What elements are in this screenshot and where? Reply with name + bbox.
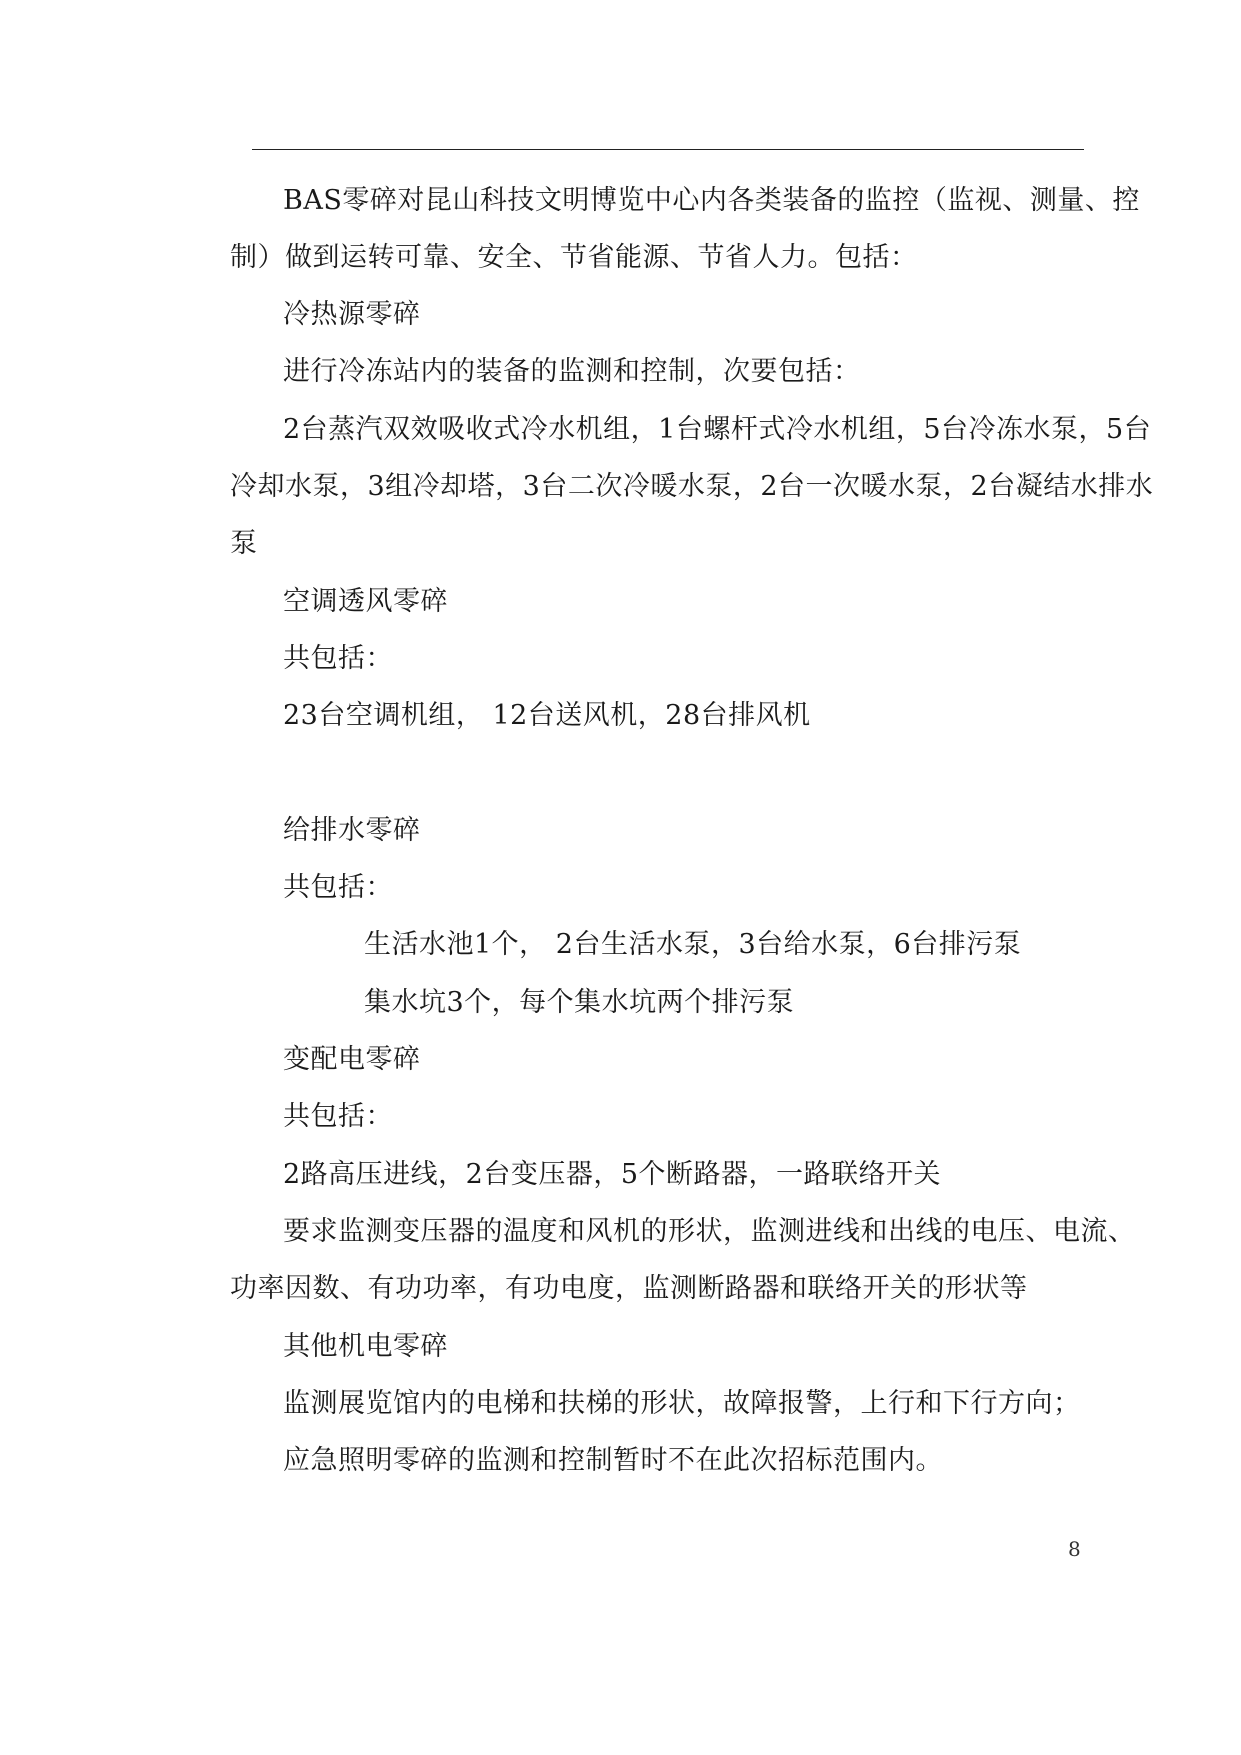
list-cold-heat-equipment-line-2: 冷却水泵，3组冷却塔，3台二次冷暖水泵，2台一次暖水泵，2台凝结水排水 [230,471,1154,502]
list-cold-heat-equipment-line-3: 泵 [230,528,258,559]
list-water-equipment-line-1: 生活水池1个， 2台生活水泵，3台给水泵，6台排污泵 [364,929,1022,960]
label-includes-water: 共包括： [283,872,393,903]
label-includes-hvac: 共包括： [283,643,393,674]
section-heading-power-distribution: 变配电零碎 [283,1044,421,1075]
list-cold-heat-equipment-line-1: 2台蒸汽双效吸收式冷水机组，1台螺杆式冷水机组，5台冷冻水泵，5台 [283,414,1152,445]
paragraph-cold-heat-source: 进行冷冻站内的装备的监测和控制，次要包括： [283,356,861,387]
paragraph-elevator-monitoring: 监测展览馆内的电梯和扶梯的形状，故障报警，上行和下行方向； [283,1388,1081,1419]
paragraph-intro-line-1: BAS零碎对昆山科技文明博览中心内各类装备的监控（监视、测量、控 [283,185,1140,216]
list-water-equipment-line-2: 集水坑3个，每个集水坑两个排污泵 [364,987,795,1018]
label-includes-power: 共包括： [283,1101,393,1132]
paragraph-emergency-lighting: 应急照明零碎的监测和控制暂时不在此次招标范围内。 [283,1445,943,1476]
list-power-equipment: 2路高压进线，2台变压器，5个断路器，一路联络开关 [283,1159,942,1190]
section-heading-other-mechanical-electrical: 其他机电零碎 [283,1331,448,1362]
paragraph-power-monitoring-line-2: 功率因数、有功功率，有功电度，监测断路器和联络开关的形状等 [230,1273,1028,1304]
section-heading-cold-heat-source: 冷热源零碎 [283,299,421,330]
list-hvac-equipment: 23台空调机组， 12台送风机，28台排风机 [283,700,811,731]
page-number: 8 [1068,1537,1081,1561]
header-rule [252,149,1084,150]
paragraph-power-monitoring-line-1: 要求监测变压器的温度和风机的形状，监测进线和出线的电压、电流、 [283,1216,1136,1247]
section-heading-water-supply-drainage: 给排水零碎 [283,815,421,846]
section-heading-hvac: 空调透风零碎 [283,586,448,617]
paragraph-intro-line-2: 制）做到运转可靠、安全、节省能源、节省人力。包括： [230,242,918,273]
